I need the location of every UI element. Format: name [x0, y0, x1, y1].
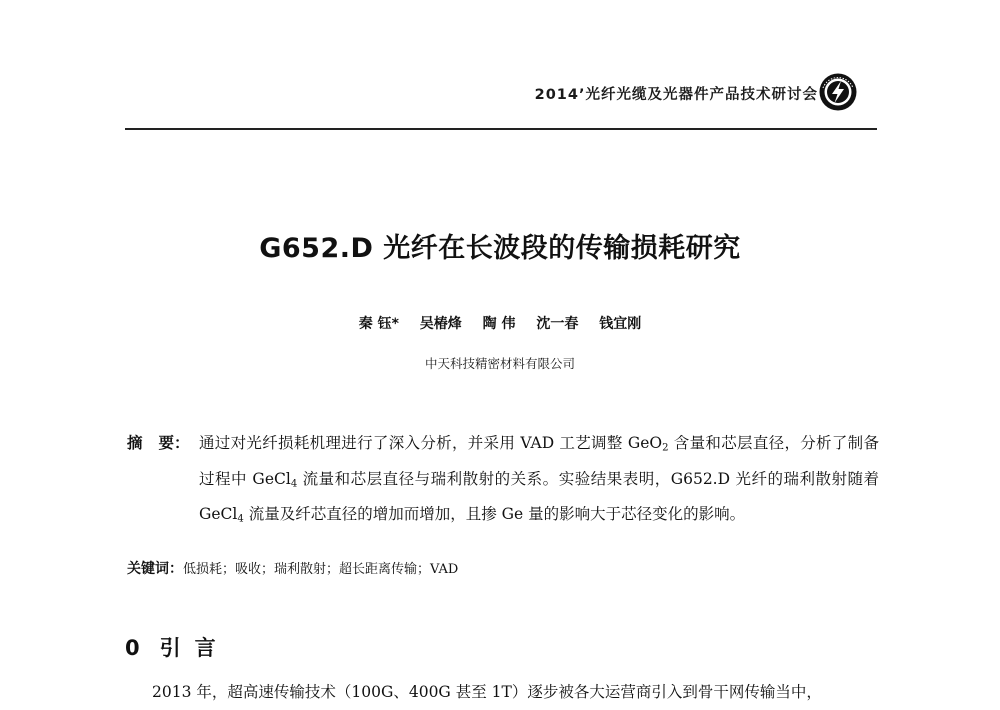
header-rule: [125, 128, 877, 130]
subscript: 4: [290, 478, 298, 490]
keywords-text: 低损耗；吸收；瑞利散射；超长距离传输；VAD: [183, 562, 459, 577]
abstract-text: 流量及纤芯直径的增加而增加，且掺 Ge 量的影响大于芯径变化的影响。: [243, 505, 746, 524]
abstract-label-b: 要：: [158, 434, 190, 452]
section-number: 0: [125, 636, 140, 660]
author-list: [0, 313, 1000, 333]
affiliation: 中天科技精密材料有限公司: [424, 356, 575, 371]
page-header: [0, 0, 1000, 135]
abstract-text: 流量和芯层直径与瑞利散射的关系。实验结果表明，G652.D 光纤的瑞利散射随着 GeCl: [199, 469, 879, 524]
abstract-text: 含量和芯层直径，分析了制备过程中 GeCl: [199, 434, 879, 488]
subscript: 2: [662, 442, 669, 454]
abstract-body: [199, 428, 879, 535]
paper-title: G652.D 光纤在长波段的传输损耗研究: [259, 233, 741, 264]
author: 钱宜刚: [599, 316, 642, 332]
section-title: 引言: [159, 636, 230, 660]
author: 秦 钰*: [358, 316, 399, 332]
keywords: [127, 558, 879, 578]
section-heading: [125, 632, 230, 662]
abstract: [127, 428, 879, 535]
author: 吴椿烽: [419, 316, 462, 332]
subscript: 4: [237, 513, 244, 525]
author: 沈一春: [536, 316, 579, 332]
keywords-label: 关键词：: [127, 561, 183, 577]
abstract-label-a: 摘: [127, 434, 143, 452]
conference-logo-icon: [818, 72, 858, 112]
abstract-text: 通过对光纤损耗机理进行了深入分析，并采用 VAD 工艺调整 GeO: [199, 434, 663, 452]
author: 陶 伟: [482, 316, 516, 332]
body-paragraph: 2013 年，超高速传输技术（100G、400G 甚至 1T）逐步被各大运营商引入到骨干网传输当中，: [152, 683, 822, 701]
abstract-label: [127, 428, 190, 459]
conference-name: 2014’光纤光缆及光器件产品技术研讨会: [534, 87, 818, 103]
